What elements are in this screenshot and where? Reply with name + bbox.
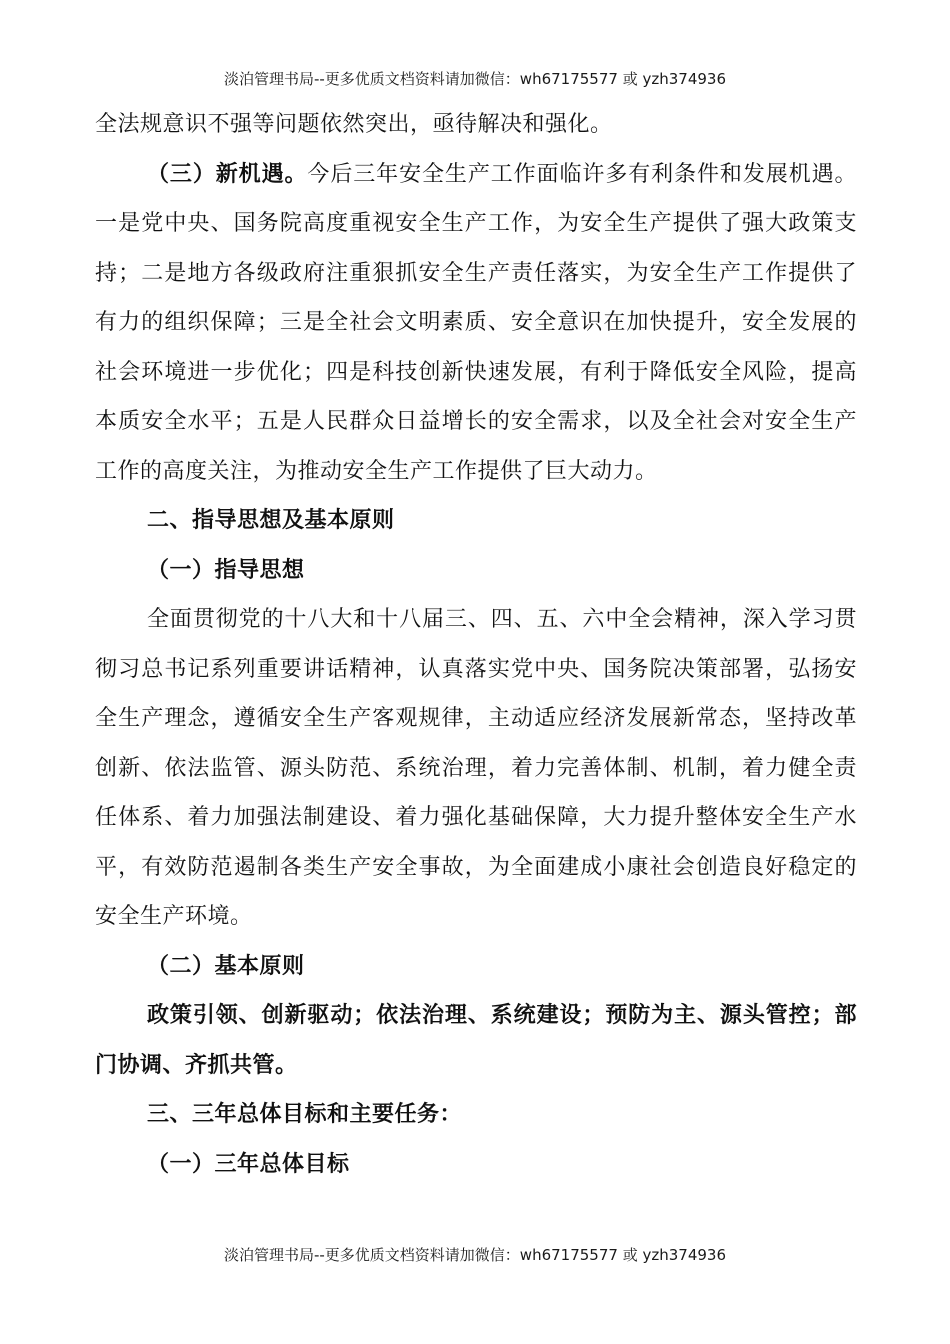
subsection-heading-basic-principles: （二）基本原则	[147, 952, 305, 979]
paragraph-text: 今后三年安全生产工作面临许多有利条件和发展机遇。一是党中央、国务院高度重视安全生产工作，为安全生产提供了强大政策支持；二是地方各级政府注重狠抓安全生产责任落实，为安全生产工作提供了有力的组织保障；三是全社会文明素质、安全意识在加快提升，安全发展的社会环境进一步优化；四是科技创新快速发展，有利于降低安全风险，提高本质安全水平；五是人民群众日益增长的安全需求，以及全社会对安全生产工作的高度关注，为推动安全生产工作提供了巨大动力。	[95, 161, 857, 484]
subsection-heading-three-year-goals: （一）三年总体目标	[147, 1150, 350, 1177]
page-footer-watermark: 淡泊管理书局--更多优质文档资料请加微信：wh67175577 或 yzh374936	[223, 1246, 726, 1264]
paragraph-continued: 全法规意识不强等问题依然突出，亟待解决和强化。	[95, 112, 613, 137]
document-body	[95, 100, 857, 1189]
paragraph-lead-heading: （三）新机遇。	[147, 160, 308, 187]
paragraph-new-opportunities	[95, 150, 857, 497]
subsection-heading-guiding-ideology: （一）指导思想	[147, 556, 305, 583]
section-heading-2: 二、指导思想及基本原则	[147, 507, 395, 533]
paragraph-guiding-ideology: 全面贯彻党的十八大和十八届三、四、五、六中全会精神，深入学习贯彻习总书记系列重要讲话精神，认真落实党中央、国务院决策部署，弘扬安全生产理念，遵循安全生产客观规律，主动适应经济发展新常态，坚持改革创新、依法监管、源头防范、系统治理，着力完善体制、机制，着力健全责任体系、着力加强法制建设、着力强化基础保障，大力提升整体安全生产水平，有效防范遏制各类生产安全事故，为全面建成小康社会创造良好稳定的安全生产环境。	[95, 607, 857, 929]
paragraph-basic-principles: 政策引领、创新驱动；依法治理、系统建设；预防为主、源头管控；部门协调、齐抓共管。	[95, 1002, 857, 1078]
page-header-watermark: 淡泊管理书局--更多优质文档资料请加微信：wh67175577 或 yzh374936	[223, 70, 726, 88]
section-heading-3: 三、三年总体目标和主要任务：	[147, 1101, 463, 1127]
